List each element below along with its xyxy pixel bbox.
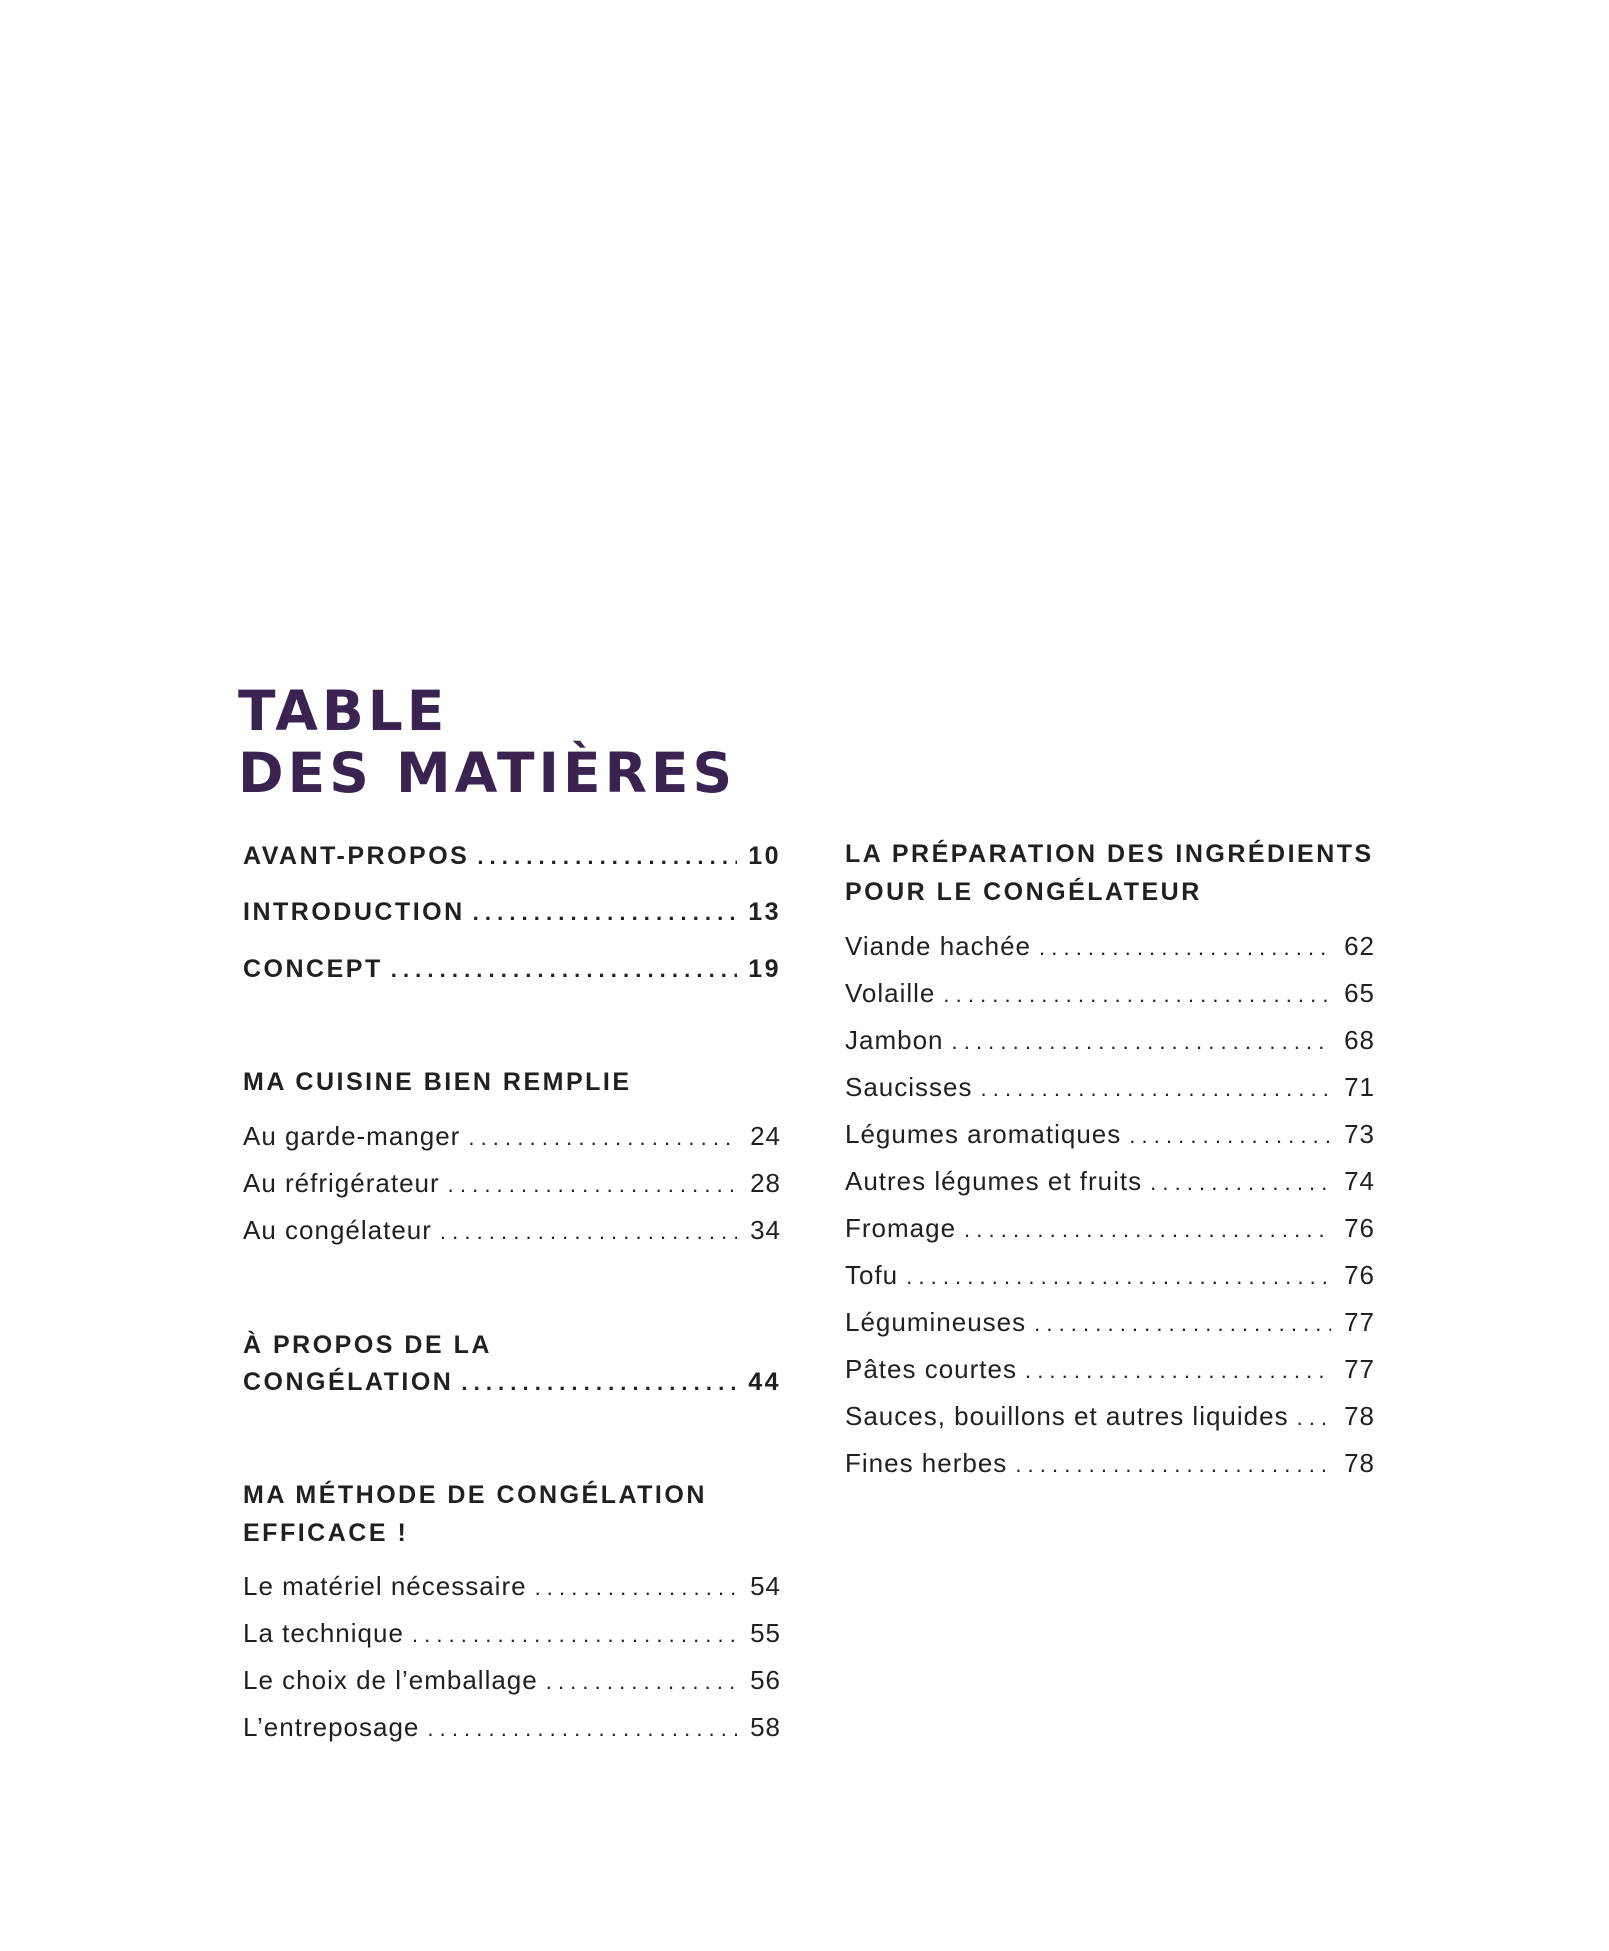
toc-entry[interactable] bbox=[243, 1618, 781, 1649]
toc-entry-page: 71 bbox=[1344, 1072, 1375, 1102]
dot-leader bbox=[1025, 1358, 1331, 1384]
toc-entry[interactable] bbox=[243, 1168, 781, 1199]
toc-entry-label: Autres légumes et fruits bbox=[845, 1166, 1143, 1196]
toc-entry[interactable] bbox=[845, 1260, 1375, 1291]
toc-entry[interactable] bbox=[243, 842, 781, 871]
section-heading-line-2: POUR LE CONGÉLATEUR bbox=[845, 878, 1202, 906]
toc-entry-label: Légumes aromatiques bbox=[845, 1119, 1122, 1149]
dot-leader bbox=[440, 1219, 737, 1245]
dot-leader bbox=[535, 1575, 737, 1601]
toc-entry-page: 62 bbox=[1344, 931, 1375, 961]
dot-leader bbox=[1150, 1170, 1331, 1196]
toc-entry-page: 55 bbox=[750, 1618, 781, 1648]
toc-entry-label: Au réfrigérateur bbox=[243, 1168, 440, 1198]
toc-entry-page: 78 bbox=[1344, 1448, 1375, 1478]
dot-leader bbox=[1129, 1123, 1331, 1149]
toc-entry[interactable] bbox=[845, 1307, 1375, 1338]
toc-entry[interactable] bbox=[243, 955, 781, 984]
section-heading-line-1: LA PRÉPARATION DES INGRÉDIENTS bbox=[845, 840, 1374, 868]
dot-leader bbox=[1039, 935, 1331, 961]
section-heading: À PROPOS DE LA bbox=[243, 1331, 492, 1359]
section-heading-line-1: MA MÉTHODE DE CONGÉLATION bbox=[243, 1481, 707, 1509]
toc-entry-label: Sauces, bouillons et autres liquides bbox=[845, 1401, 1289, 1431]
toc-entry[interactable] bbox=[243, 1215, 781, 1246]
toc-entry-page: 13 bbox=[748, 898, 781, 926]
toc-entry-page: 74 bbox=[1344, 1166, 1375, 1196]
toc-entry-label: AVANT-PROPOS bbox=[243, 842, 470, 870]
toc-entry-label: Pâtes courtes bbox=[845, 1354, 1017, 1384]
toc-entry-page: 68 bbox=[1344, 1025, 1375, 1055]
toc-entry[interactable] bbox=[243, 1121, 781, 1152]
toc-entry-label: Volaille bbox=[845, 978, 936, 1008]
dot-leader bbox=[906, 1264, 1331, 1290]
dot-leader bbox=[412, 1622, 737, 1648]
toc-entry[interactable] bbox=[845, 1119, 1375, 1150]
dot-leader bbox=[427, 1716, 737, 1742]
dot-leader bbox=[964, 1217, 1331, 1243]
toc-entry-label: CONCEPT bbox=[243, 955, 383, 983]
section-heading bbox=[243, 1476, 707, 1552]
toc-entry-label: Le matériel nécessaire bbox=[243, 1571, 527, 1601]
toc-entry[interactable] bbox=[845, 1072, 1375, 1103]
toc-entry[interactable] bbox=[845, 1166, 1375, 1197]
title-line-1: TABLE bbox=[238, 679, 449, 743]
dot-leader bbox=[477, 844, 737, 870]
toc-entry-label: Au garde-manger bbox=[243, 1121, 461, 1151]
toc-entry-label: INTRODUCTION bbox=[243, 898, 465, 926]
dot-leader bbox=[448, 1172, 737, 1198]
toc-entry[interactable] bbox=[845, 978, 1375, 1009]
toc-entry-label: Fromage bbox=[845, 1213, 957, 1243]
toc-entry-page: 77 bbox=[1344, 1354, 1375, 1384]
toc-entry-page: 24 bbox=[750, 1121, 781, 1151]
dot-leader bbox=[546, 1669, 737, 1695]
toc-entry-page: 19 bbox=[748, 955, 781, 983]
section-heading: MA CUISINE BIEN REMPLIE bbox=[243, 1068, 632, 1096]
dot-leader bbox=[473, 900, 737, 926]
toc-entry-page: 76 bbox=[1344, 1260, 1375, 1290]
toc-entry-label: Fines herbes bbox=[845, 1448, 1008, 1478]
toc-entry-label: Viande hachée bbox=[845, 931, 1032, 961]
dot-leader bbox=[981, 1076, 1332, 1102]
toc-entry[interactable] bbox=[243, 1368, 781, 1397]
toc-entry-label: Au congélateur bbox=[243, 1215, 432, 1245]
toc-entry[interactable] bbox=[243, 898, 781, 927]
section-heading bbox=[845, 835, 1374, 911]
toc-entry-label: L’entreposage bbox=[243, 1712, 420, 1742]
toc-entry[interactable] bbox=[845, 1213, 1375, 1244]
toc-entry-label: Jambon bbox=[845, 1025, 944, 1055]
toc-entry-label: Légumineuses bbox=[845, 1307, 1027, 1337]
toc-entry[interactable] bbox=[845, 1354, 1375, 1385]
toc-entry-label: La technique bbox=[243, 1618, 404, 1648]
dot-leader bbox=[1297, 1405, 1331, 1431]
toc-entry[interactable] bbox=[243, 1665, 781, 1696]
dot-leader bbox=[461, 1370, 737, 1396]
toc-entry-page: 28 bbox=[750, 1168, 781, 1198]
toc-entry-page: 58 bbox=[750, 1712, 781, 1742]
section-heading-line-2: EFFICACE ! bbox=[243, 1519, 409, 1547]
toc-entry-page: 65 bbox=[1344, 978, 1375, 1008]
toc-entry-page: 34 bbox=[750, 1215, 781, 1245]
toc-entry[interactable] bbox=[243, 1571, 781, 1602]
toc-right-column bbox=[845, 0, 1375, 1951]
dot-leader bbox=[1034, 1311, 1331, 1337]
dot-leader bbox=[391, 957, 737, 983]
dot-leader bbox=[1015, 1452, 1331, 1478]
toc-entry[interactable] bbox=[845, 1401, 1375, 1432]
toc-left-column bbox=[243, 0, 781, 1951]
toc-entry-page: 56 bbox=[750, 1665, 781, 1695]
toc-entry[interactable] bbox=[243, 1712, 781, 1743]
toc-entry-label: Le choix de l’emballage bbox=[243, 1665, 538, 1695]
dot-leader bbox=[468, 1125, 737, 1151]
toc-entry-page: 54 bbox=[750, 1571, 781, 1601]
toc-entry-label: Tofu bbox=[845, 1260, 899, 1290]
toc-entry-page: 44 bbox=[748, 1368, 781, 1396]
toc-entry-page: 10 bbox=[748, 842, 781, 870]
toc-entry-label: Saucisses bbox=[845, 1072, 973, 1102]
title-line-2: DES MATIÈRES bbox=[238, 741, 737, 805]
toc-entry-page: 76 bbox=[1344, 1213, 1375, 1243]
toc-entry-page: 78 bbox=[1344, 1401, 1375, 1431]
toc-entry-page: 73 bbox=[1344, 1119, 1375, 1149]
toc-entry[interactable] bbox=[845, 1448, 1375, 1479]
toc-entry-page: 77 bbox=[1344, 1307, 1375, 1337]
dot-leader bbox=[943, 982, 1331, 1008]
toc-entry-label: CONGÉLATION bbox=[243, 1368, 454, 1396]
toc-entry[interactable] bbox=[845, 931, 1375, 962]
toc-entry[interactable] bbox=[845, 1025, 1375, 1056]
dot-leader bbox=[952, 1029, 1332, 1055]
